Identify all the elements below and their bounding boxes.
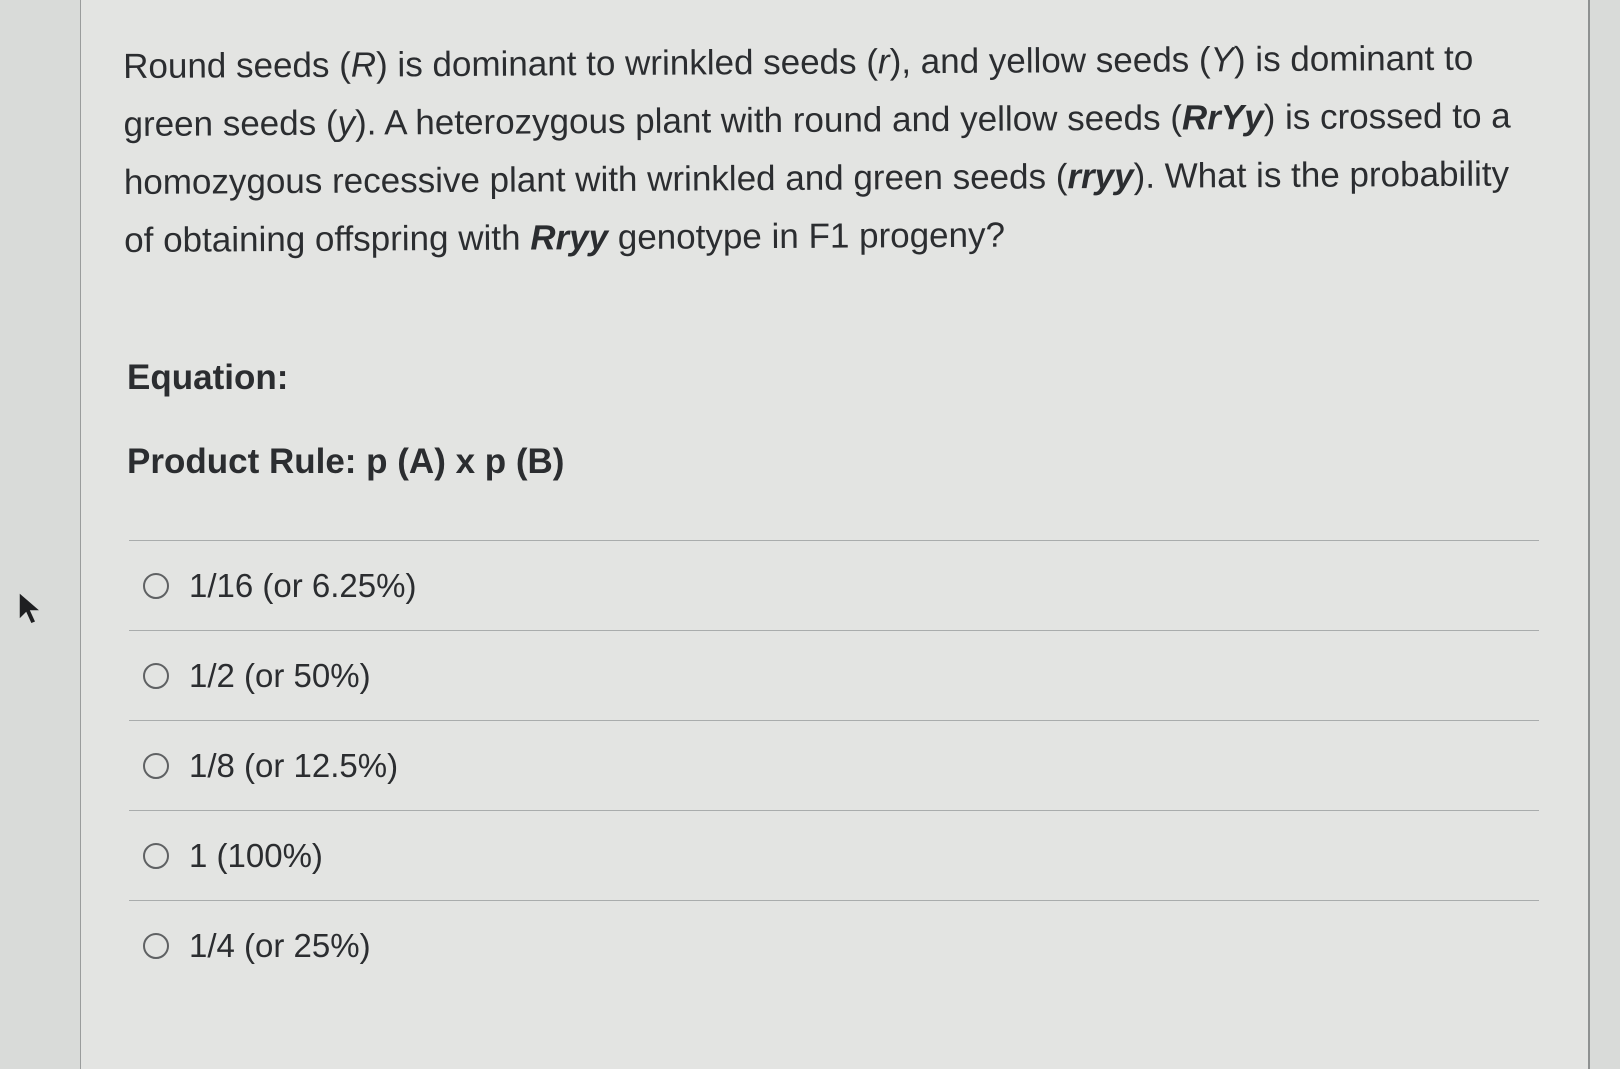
question-text-segment: ) is dominant to green seeds ( (123, 38, 1474, 144)
radio-button[interactable] (143, 573, 169, 599)
question-text-segment: ). A heterozygous plant with round and yellow seeds ( (354, 98, 1183, 143)
genotype-parent2: rryy (1067, 156, 1134, 197)
answer-option[interactable] (129, 631, 1539, 720)
genotype-parent1: RrYy (1181, 98, 1264, 138)
answer-option-label: 1/2 (or 50%) (189, 656, 371, 694)
question-card (80, 0, 1590, 1069)
answer-option-label: 1 (100%) (189, 836, 323, 874)
question-text-segment: ) is crossed to a homozygous recessive plant with wrinkled and green seeds ( (123, 96, 1511, 202)
question-text (123, 29, 1544, 270)
question-text-segment: genotype in F1 progeny? (607, 215, 1006, 258)
allele-y: y (337, 103, 356, 143)
answer-option[interactable] (129, 901, 1539, 990)
answer-option[interactable] (129, 541, 1539, 630)
question-text-segment: ), and yellow seeds ( (889, 40, 1211, 82)
genotype-target: Rryy (530, 218, 609, 258)
equation-label: Equation: (127, 358, 289, 397)
question-text-segment: Round seeds ( (123, 45, 351, 86)
radio-button[interactable] (143, 753, 169, 779)
answer-option[interactable] (129, 721, 1539, 810)
answer-option[interactable] (129, 811, 1539, 900)
mouse-pointer-icon (16, 590, 46, 630)
radio-button[interactable] (143, 933, 169, 959)
answer-options (129, 540, 1539, 990)
answer-option-label: 1/4 (or 25%) (189, 926, 371, 964)
product-rule-text: Product Rule: p (A) x p (B) (127, 442, 565, 481)
question-text-segment: ). What is the probability of obtaining offspring with (124, 154, 1510, 260)
radio-button[interactable] (143, 843, 169, 869)
allele-R: R (350, 45, 377, 85)
question-text-segment: ) is dominant to wrinkled seeds ( (375, 42, 879, 85)
answer-option-label: 1/8 (or 12.5%) (189, 746, 399, 784)
answer-option-label: 1/16 (or 6.25%) (189, 566, 417, 604)
allele-r: r (877, 42, 890, 82)
radio-button[interactable] (143, 663, 169, 689)
allele-Y: Y (1210, 40, 1235, 80)
